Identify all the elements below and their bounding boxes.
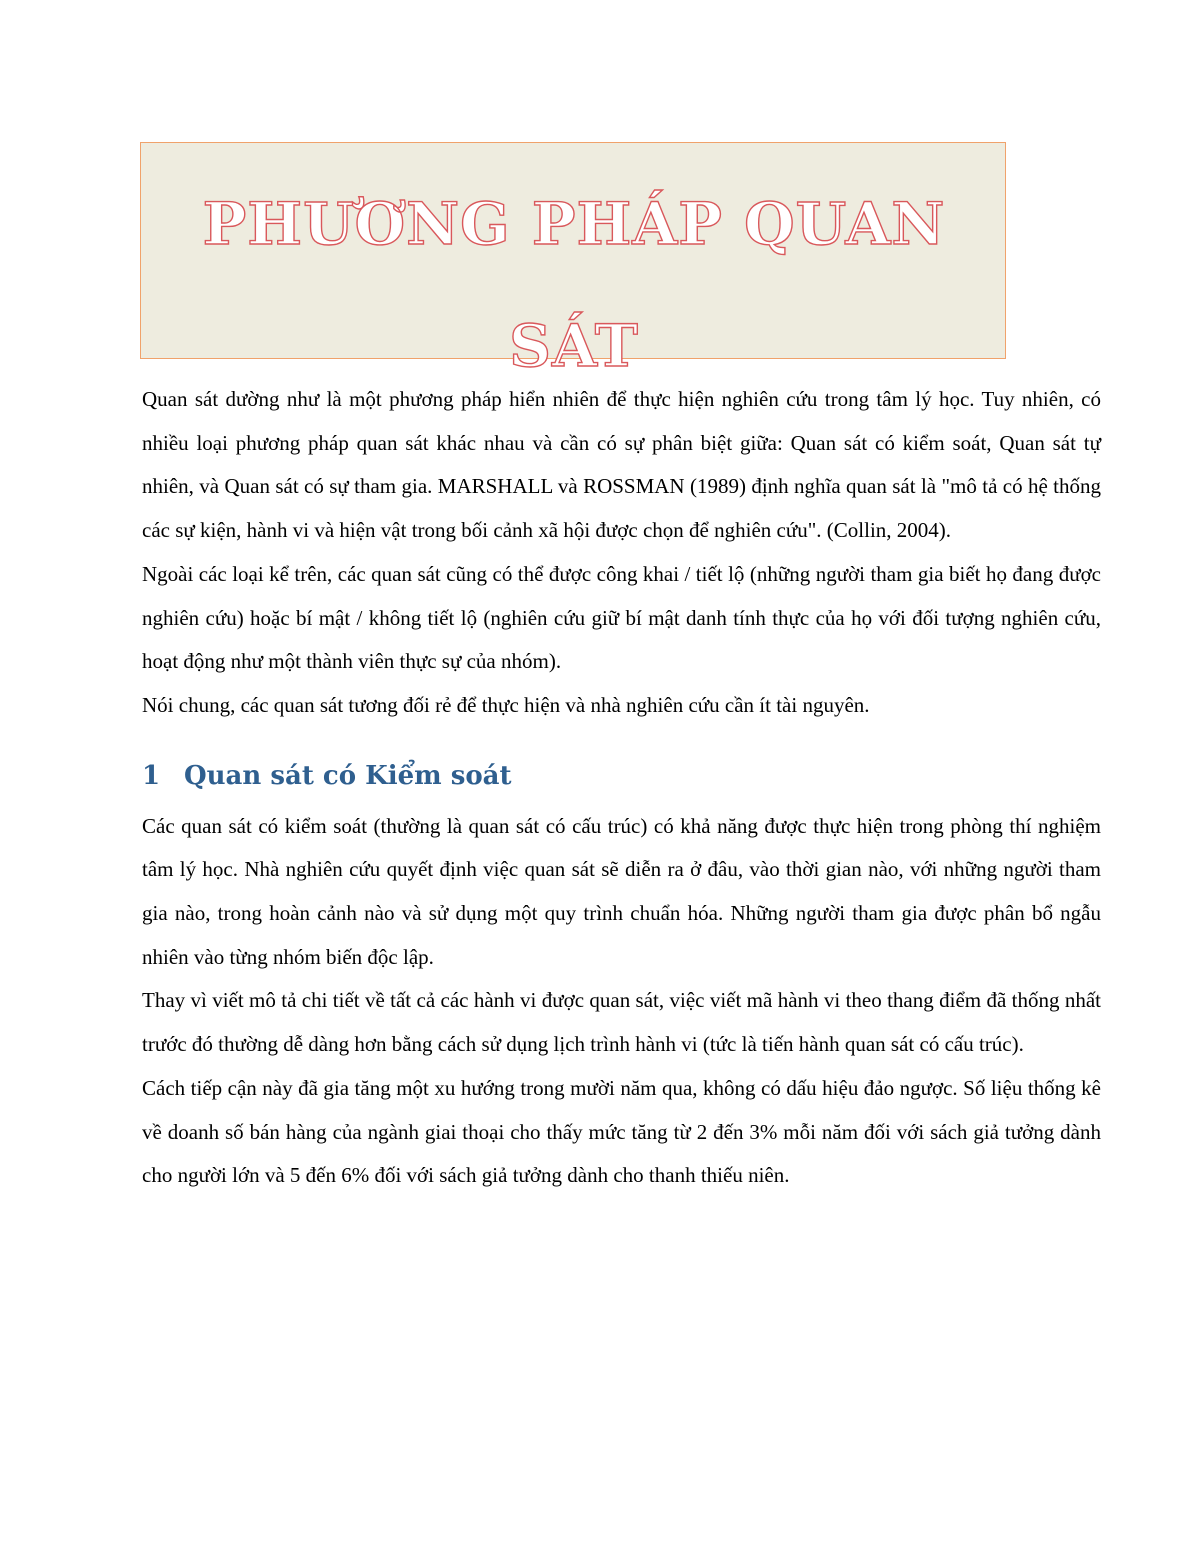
section-1-heading [142, 756, 1101, 796]
section-1-paragraph-2: Thay vì viết mô tả chi tiết về tất cả các hành vi được quan sát, việc viết mã hành vi theo thang điểm đã thống nhất trước đó thường dễ dàng hơn bằng cách sử dụng lịch trình hành vi (tức là tiến hành quan sát có cấu trúc). [142, 988, 1101, 1057]
section-1-title: Quan sát có Kiểm soát [184, 760, 512, 791]
section-1-paragraph-1: Các quan sát có kiểm soát (thường là quan sát có cấu trúc) có khả năng được thực hiện trong phòng thí nghiệm tâm lý học. Nhà nghiên cứu quyết định việc quan sát sẽ diễn ra ở đâu, vào thời gian nào, với những người tham gia nào, trong hoàn cảnh nào và sử dụng một quy trình chuẩn hóa. Những người tham gia được phân bổ ngẫu nhiên vào từng nhóm biến độc lập. [142, 813, 1101, 969]
document-body [142, 378, 1101, 1198]
document-title: PHƯƠNG PHÁP QUAN SÁT [202, 190, 946, 380]
section-1-paragraph-3: Cách tiếp cận này đã gia tăng một xu hướng trong mười năm qua, không có dấu hiệu đảo ngược. Số liệu thống kê về doanh số bán hàng của ngành giai thoại cho thấy mức tăng từ 2 đến 3% mỗi năm đối với sách giả tưởng dành cho người lớn và 5 đến 6% đối với sách giả tưởng dành cho thanh thiếu niên. [142, 1075, 1101, 1188]
section-1-number: 1 [142, 760, 161, 791]
intro-paragraph-1: Quan sát dường như là một phương pháp hiển nhiên để thực hiện nghiên cứu trong tâm lý học. Tuy nhiên, có nhiều loại phương pháp quan sát khác nhau và cần có sự phân biệt giữa: Quan sát có kiểm soát, Quan sát tự nhiên, và Quan sát có sự tham gia. MARSHALL và ROSSMAN (1989) định nghĩa quan sát là "mô tả có hệ thống các sự kiện, hành vi và hiện vật trong bối cảnh xã hội được chọn để nghiên cứu". (Collin, 2004). [142, 387, 1101, 543]
title-box [140, 142, 1006, 380]
intro-paragraph-2: Ngoài các loại kể trên, các quan sát cũng có thể được công khai / tiết lộ (những người tham gia biết họ đang được nghiên cứu) hoặc bí mật / không tiết lộ (nghiên cứu giữ bí mật danh tính thực của họ với đối tượng nghiên cứu, hoạt động như một thành viên thực sự của nhóm). [142, 561, 1101, 674]
intro-paragraph-3: Nói chung, các quan sát tương đối rẻ để thực hiện và nhà nghiên cứu cần ít tài nguyên. [142, 692, 870, 717]
